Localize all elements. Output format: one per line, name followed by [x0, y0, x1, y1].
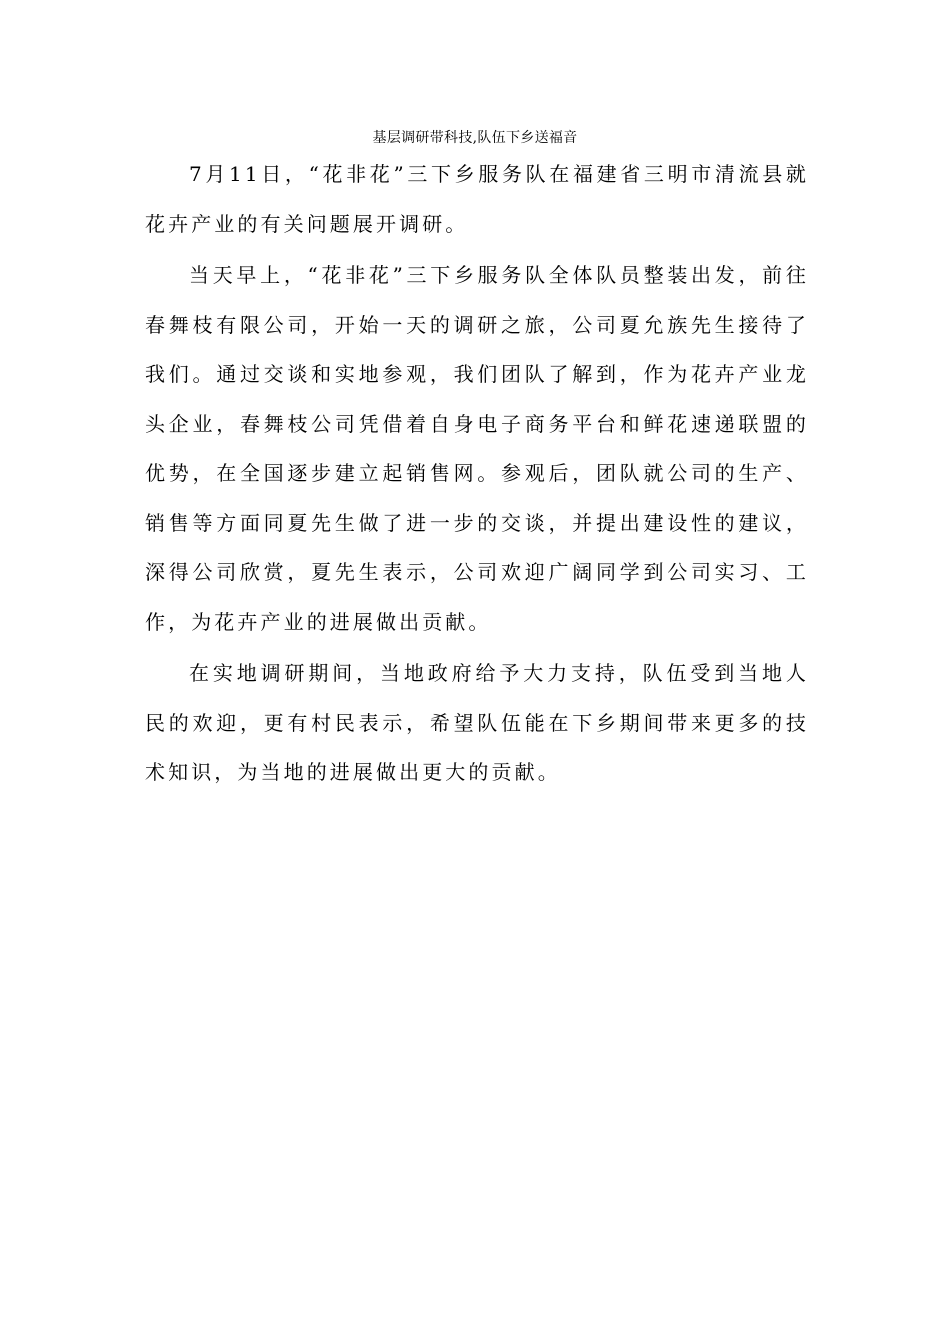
document-body: [145, 150, 809, 800]
paragraph-1: 7月11日，“花非花”三下乡服务队在福建省三明市清流县就花卉产业的有关问题展开调研。: [145, 162, 809, 236]
paragraph-3: 在实地调研期间，当地政府给予大力支持，队伍受到当地人民的欢迎，更有村民表示，希望队伍能在下乡期间带来更多的技术知识，为当地的进展做出更大的贡献。: [145, 661, 809, 784]
document-title: 基层调研带科技,队伍下乡送福音: [372, 130, 578, 146]
paragraph-2: 当天早上，“花非花”三下乡服务队全体队员整装出发，前往春舞枝有限公司，开始一天的调研之旅，公司夏允族先生接待了我们。通过交谈和实地参观，我们团队了解到，作为花卉产业龙头企业，春舞枝公司凭借着自身电子商务平台和鲜花速递联盟的优势，在全国逐步建立起销售网。参观后，团队就公司的生产、销售等方面同夏先生做了进一步的交谈，并提出建设性的建议，深得公司欣赏，夏先生表示，公司欢迎广阔同学到公司实习、工作，为花卉产业的进展做出贡献。: [145, 263, 809, 634]
